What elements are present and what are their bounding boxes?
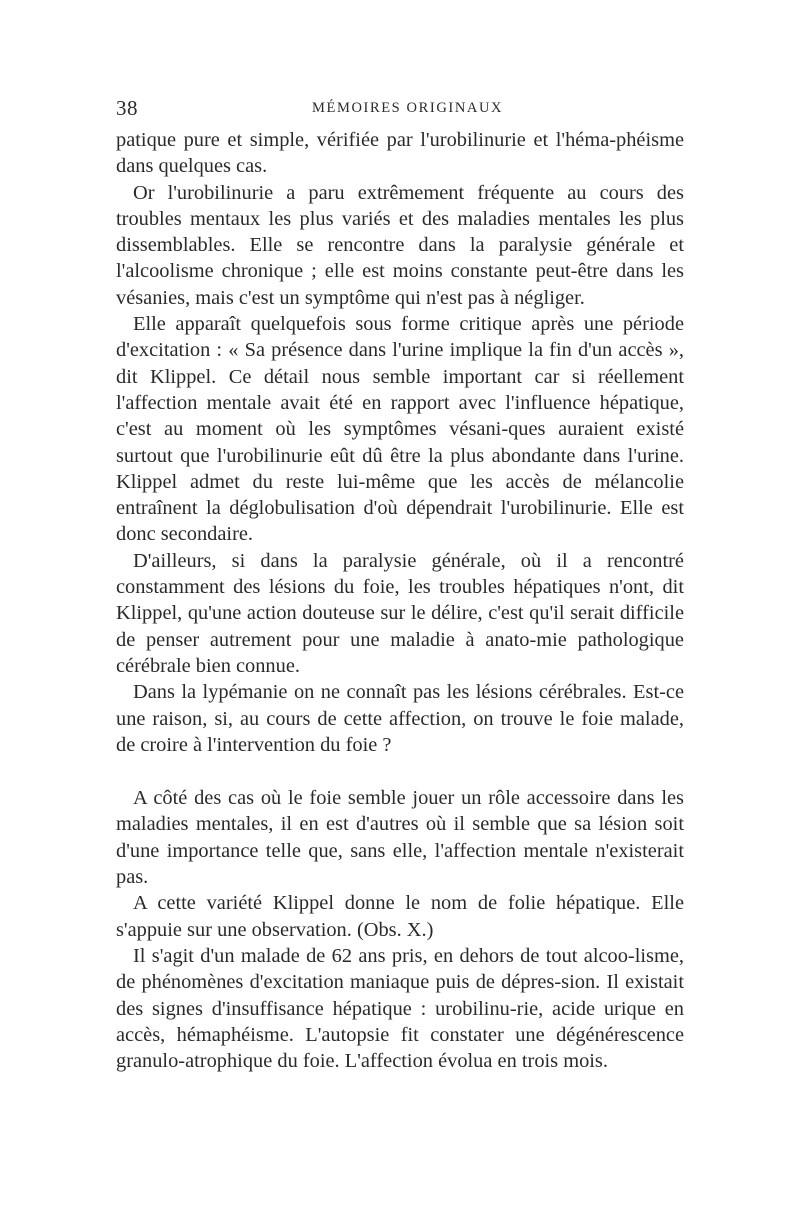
paragraph-observation: Il s'agit d'un malade de 62 ans pris, en dehors de tout alcoo-lisme, de phénomènes d'excitation maniaque puis de dépres-sion. Il existait des signes d'insuffisance hépatique : urobilinu-rie, acide urique en accès, hémaphéisme. L'autopsie fit constater une dégénérescence granulo-atrophique du foie. L'affection évolua en trois mois.	[116, 944, 684, 1073]
paragraph-forme-critique: Elle apparaît quelquefois sous forme critique après une période d'excitation : « Sa présence dans l'urine implique la fin d'un accès », dit Klippel. Ce détail nous semble important car si réellement l'affection mentale avait été en rapport avec l'influence hépatique, c'est au moment où les symptômes vésani-ques auraient existé surtout que l'urobilinurie eût dû être la plus abondante dans l'urine. Klippel admet du reste lui-même que les accès de mélancolie entraînent la déglobulisation d'où dépendrait l'urobilinurie. Elle est donc secondaire.	[116, 313, 684, 546]
paragraph-continuation: patique pure et simple, vérifiée par l'urobilinurie et l'héma-phéisme dans quelques cas.	[116, 129, 684, 178]
page-number: 38	[116, 96, 138, 120]
paragraph-urobilinurie: Or l'urobilinurie a paru extrêmement fréquente au cours des troubles mentaux les plus variés et des maladies mentales les plus dissemblables. Elle se rencontre dans la paralysie générale et l'alcoolisme chronique ; elle est moins constante peut-être dans les vésanies, mais c'est un symptôme qui n'est pas à négliger.	[116, 181, 684, 309]
running-title: MÉMOIRES ORIGINAUX	[312, 100, 504, 116]
page-header	[116, 96, 696, 120]
body-text	[116, 127, 684, 1074]
paragraph-folie-hepatique: A cette variété Klippel donne le nom de folie hépatique. Elle s'appuie sur une observation. (Obs. X.)	[116, 892, 684, 941]
paragraph-lypemanie: Dans la lypémanie on ne connaît pas les lésions cérébrales. Est-ce une raison, si, au cours de cette affection, on trouve le foie malade, de croire à l'intervention du foie ?	[116, 681, 684, 756]
paragraph-role-accessoire: A côté des cas où le foie semble jouer un rôle accessoire dans les maladies mentales, il en est d'autres où il semble que sa lésion soit d'une importance telle que, sans elle, l'affection mentale n'existerait pas.	[116, 787, 684, 889]
paragraph-paralysie-generale: D'ailleurs, si dans la paralysie générale, où il a rencontré constamment des lésions du foie, les troubles hépatiques n'ont, dit Klippel, qu'une action douteuse sur le délire, c'est qu'il serait difficile de penser autrement pour une maladie à anato-mie pathologique cérébrale bien connue.	[116, 549, 684, 677]
